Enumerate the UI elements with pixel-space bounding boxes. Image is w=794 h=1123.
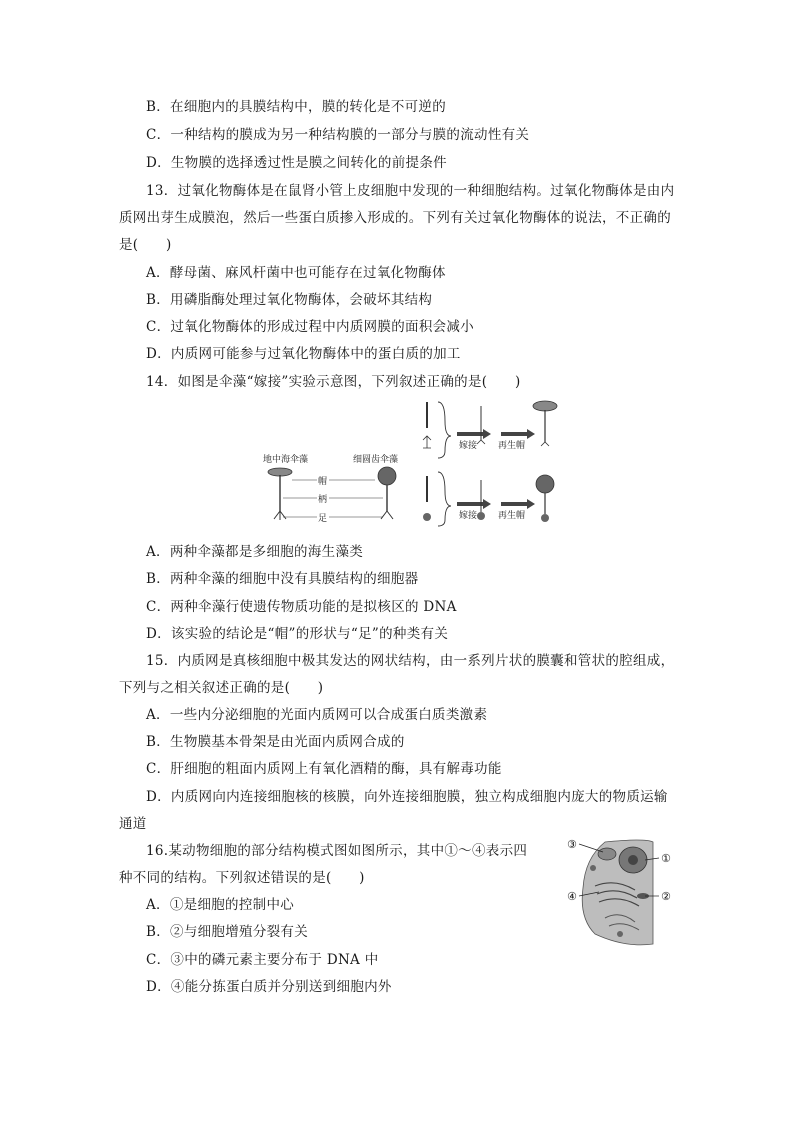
left-species-label: 地中海伞藻 [263, 455, 309, 465]
q15-option-c: C．肝细胞的粗面内质网上有氧化酒精的酶，具有解毒功能 [146, 761, 502, 777]
q13-stem-line1: 13．过氧化物酶体是在鼠肾小管上皮细胞中发现的一种细胞结构。过氧化物酶体是由内 [146, 183, 675, 199]
q15-option-b: B．生物膜基本骨架是由光面内质网合成的 [146, 734, 405, 750]
q16-option-a: A．①是细胞的控制中心 [146, 897, 295, 913]
q15-stem-line1: 15．内质网是真核细胞中极其发达的网状结构，由一系列片状的膜囊和管状的腔组成， [146, 653, 675, 669]
q13-option-d: D．内质网可能参与过氧化物酶体中的蛋白质的加工 [146, 346, 461, 362]
q12-option-d: D．生物膜的选择透过性是膜之间转化的前提条件 [146, 155, 447, 171]
q16-option-c: C．③中的磷元素主要分布于 DNA 中 [146, 952, 379, 968]
q14-option-c: C．两种伞藻行使遗传物质功能的是拟核区的 DNA [146, 599, 457, 615]
q15-stem-line2: 下列与之相关叙述正确的是( ) [119, 680, 324, 696]
right-species-label: 细圆齿伞藻 [353, 455, 399, 465]
q14-option-b: B．两种伞藻的细胞中没有具膜结构的细胞器 [146, 571, 419, 587]
q12-option-c: C．一种结构的膜成为另一种结构膜的一部分与膜的流动性有关 [146, 127, 530, 143]
part-stalk-label: 柄 [318, 495, 328, 505]
mediterranea-alga-icon [268, 468, 292, 520]
animal-cell-figure [565, 838, 680, 948]
q16-stem-line1: 16.某动物细胞的部分结构模式图如图所示，其中①～④表示四 [146, 843, 528, 859]
acetabularia-graft-figure [255, 396, 565, 530]
q13-option-a: A．酵母菌、麻风杆菌中也可能存在过氧化物酶体 [146, 265, 446, 281]
regen-label-bottom: 再生帽 [498, 511, 526, 521]
graft-label-bottom: 嫁接 [459, 511, 478, 521]
q16-stem-line2: 种不同的结构。下列叙述错误的是( ) [119, 870, 365, 886]
regen-label-top: 再生帽 [498, 441, 526, 451]
q16-option-d: D．④能分拣蛋白质并分别送到细胞内外 [146, 979, 392, 995]
q14-option-a: A．两种伞藻都是多细胞的海生藻类 [146, 544, 364, 560]
marker-4: ④ [567, 890, 577, 903]
graft-label-top: 嫁接 [459, 441, 478, 451]
q13-option-c: C．过氧化物酶体的形成过程中内质网膜的面积会减小 [146, 319, 475, 335]
marker-2: ② [661, 890, 671, 903]
q13-stem-line3: 是( ) [119, 237, 172, 253]
q15-option-d-line2: 通道 [119, 816, 147, 832]
q13-option-b: B．用磷脂酶处理过氧化物酶体，会破坏其结构 [146, 292, 433, 308]
part-foot-label: 足 [318, 514, 328, 524]
q14-stem: 14．如图是伞藻“嫁接”实验示意图，下列叙述正确的是( ) [146, 374, 521, 390]
crenulata-alga-icon [378, 467, 396, 519]
q15-option-a: A．一些内分泌细胞的光面内质网可以合成蛋白质类激素 [146, 707, 488, 723]
q14-option-d: D．该实验的结论是“帽”的形状与“足”的种类有关 [146, 626, 449, 642]
q12-option-b: B．在细胞内的具膜结构中，膜的转化是不可逆的 [146, 99, 447, 115]
q15-option-d-line1: D．内质网向内连接细胞核的核膜，向外连接细胞膜，独立构成细胞内庞大的物质运输 [146, 789, 668, 805]
q16-option-b: B．②与细胞增殖分裂有关 [146, 924, 309, 940]
part-cap-label: 帽 [318, 477, 328, 487]
marker-3: ③ [567, 838, 577, 851]
marker-1: ① [661, 852, 671, 865]
q13-stem-line2: 质网出芽生成膜泡，然后一些蛋白质掺入形成的。下列有关过氧化物酶体的说法，不正确的 [119, 210, 671, 226]
